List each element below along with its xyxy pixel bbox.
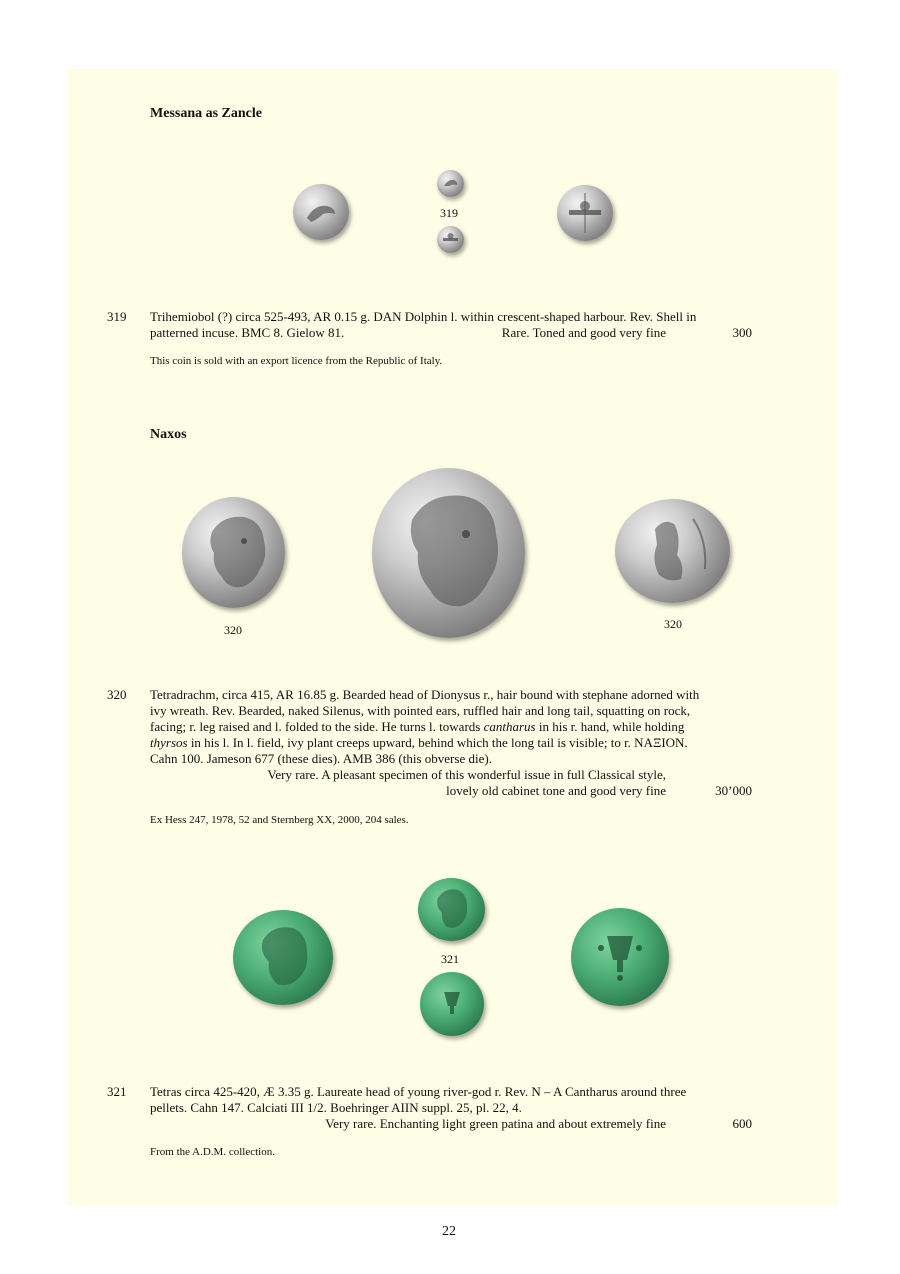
- coin-320-obverse: [182, 497, 285, 608]
- coin-321-obverse: [418, 878, 485, 941]
- lot-320-line-1: Tetradrachm, circa 415, AR 16.85 g. Bearded head of Dionysus r., hair bound with stephane adorned with: [150, 687, 700, 702]
- lot-319-price: 300: [732, 325, 752, 340]
- lot-319-description: [150, 309, 752, 341]
- lot-320-note: Ex Hess 247, 1978, 52 and Sternberg XX, 2000, 204 sales.: [150, 814, 409, 826]
- coin-319-obverse-enlarged: [293, 184, 349, 240]
- lot-321-line-1: Tetras circa 425-420, Æ 3.35 g. Laureate head of young river-god r. Rev. N – A Cantharus around three: [150, 1084, 687, 1099]
- lot-320-line-4-italic: thyrsos: [150, 735, 188, 750]
- lot-number-321: 321: [107, 1084, 127, 1099]
- lot-319-line-2-row: [150, 325, 752, 341]
- caption-320-left: 320: [224, 623, 242, 637]
- lot-320-price: 30’000: [715, 783, 752, 798]
- caption-319: 319: [440, 206, 458, 220]
- lot-320-line-2: ivy wreath. Rev. Bearded, naked Silenus, with pointed ears, ruffled hair and long tail, squatting on rock,: [150, 703, 691, 718]
- lot-319-note: This coin is sold with an export licence from the Republic of Italy.: [150, 355, 443, 367]
- lot-320-grade-2: lovely old cabinet tone and good very fine: [446, 783, 666, 798]
- lot-320-line-3: [150, 719, 752, 735]
- coin-320-reverse: [615, 499, 730, 603]
- lot-321-price: 600: [732, 1116, 752, 1131]
- section-title-messana: Messana as Zancle: [150, 106, 262, 121]
- lot-320-grade-1: Very rare. A pleasant specimen of this wonderful issue in full Classical style,: [267, 767, 666, 782]
- coin-321-obverse-enlarged: [233, 910, 333, 1005]
- lot-321-note: From the A.D.M. collection.: [150, 1146, 275, 1158]
- lot-319-line-1: Trihemiobol (?) circa 525-493, AR 0.15 g. DAN Dolphin l. within crescent-shaped harbour. Rev. Shell in: [150, 309, 697, 324]
- coin-321-reverse: [420, 972, 484, 1036]
- page-number: 22: [442, 1224, 456, 1239]
- coin-319-obverse: [437, 170, 464, 197]
- lot-320-line-3-pre: facing; r. leg raised and l. folded to the side. He turns l. towards: [150, 719, 484, 734]
- lot-321-line-2: pellets. Cahn 147. Calciati III 1/2. Boehringer AIIN suppl. 25, pl. 22, 4.: [150, 1100, 522, 1115]
- lot-320-grade-row-1: [150, 767, 752, 783]
- caption-320-right: 320: [664, 617, 682, 631]
- lot-320-description: [150, 687, 752, 799]
- coin-321-reverse-enlarged: [571, 908, 669, 1006]
- lot-320-line-3-italic: cantharus: [483, 719, 536, 734]
- lot-number-319: 319: [107, 309, 127, 324]
- coin-319-reverse: [437, 226, 464, 253]
- lot-319-line-2: patterned incuse. BMC 8. Gielow 81.: [150, 325, 345, 340]
- lot-320-line-3-post: in his r. hand, while holding: [535, 719, 685, 734]
- lot-319-grade: Rare. Toned and good very fine: [501, 325, 666, 340]
- lot-321-description: [150, 1084, 752, 1132]
- lot-320-grade-row-2: [150, 783, 752, 799]
- lot-320-line-4: [150, 735, 752, 751]
- lot-320-line-5: Cahn 100. Jameson 677 (these dies). AMB 386 (this obverse die).: [150, 751, 492, 766]
- lot-number-320: 320: [107, 687, 127, 702]
- coin-319-reverse-enlarged: [557, 185, 613, 241]
- lot-320-line-4-post: in his l. In l. field, ivy plant creeps upward, behind which the long tail is visible; to r. ΝΑΞΙΟΝ.: [187, 735, 688, 750]
- lot-321-grade: Very rare. Enchanting light green patina and about extremely fine: [325, 1116, 666, 1131]
- coin-320-obverse-enlarged: [372, 468, 525, 638]
- caption-321: 321: [441, 952, 459, 966]
- lot-321-grade-row: [150, 1116, 752, 1132]
- section-title-naxos: Naxos: [150, 427, 187, 442]
